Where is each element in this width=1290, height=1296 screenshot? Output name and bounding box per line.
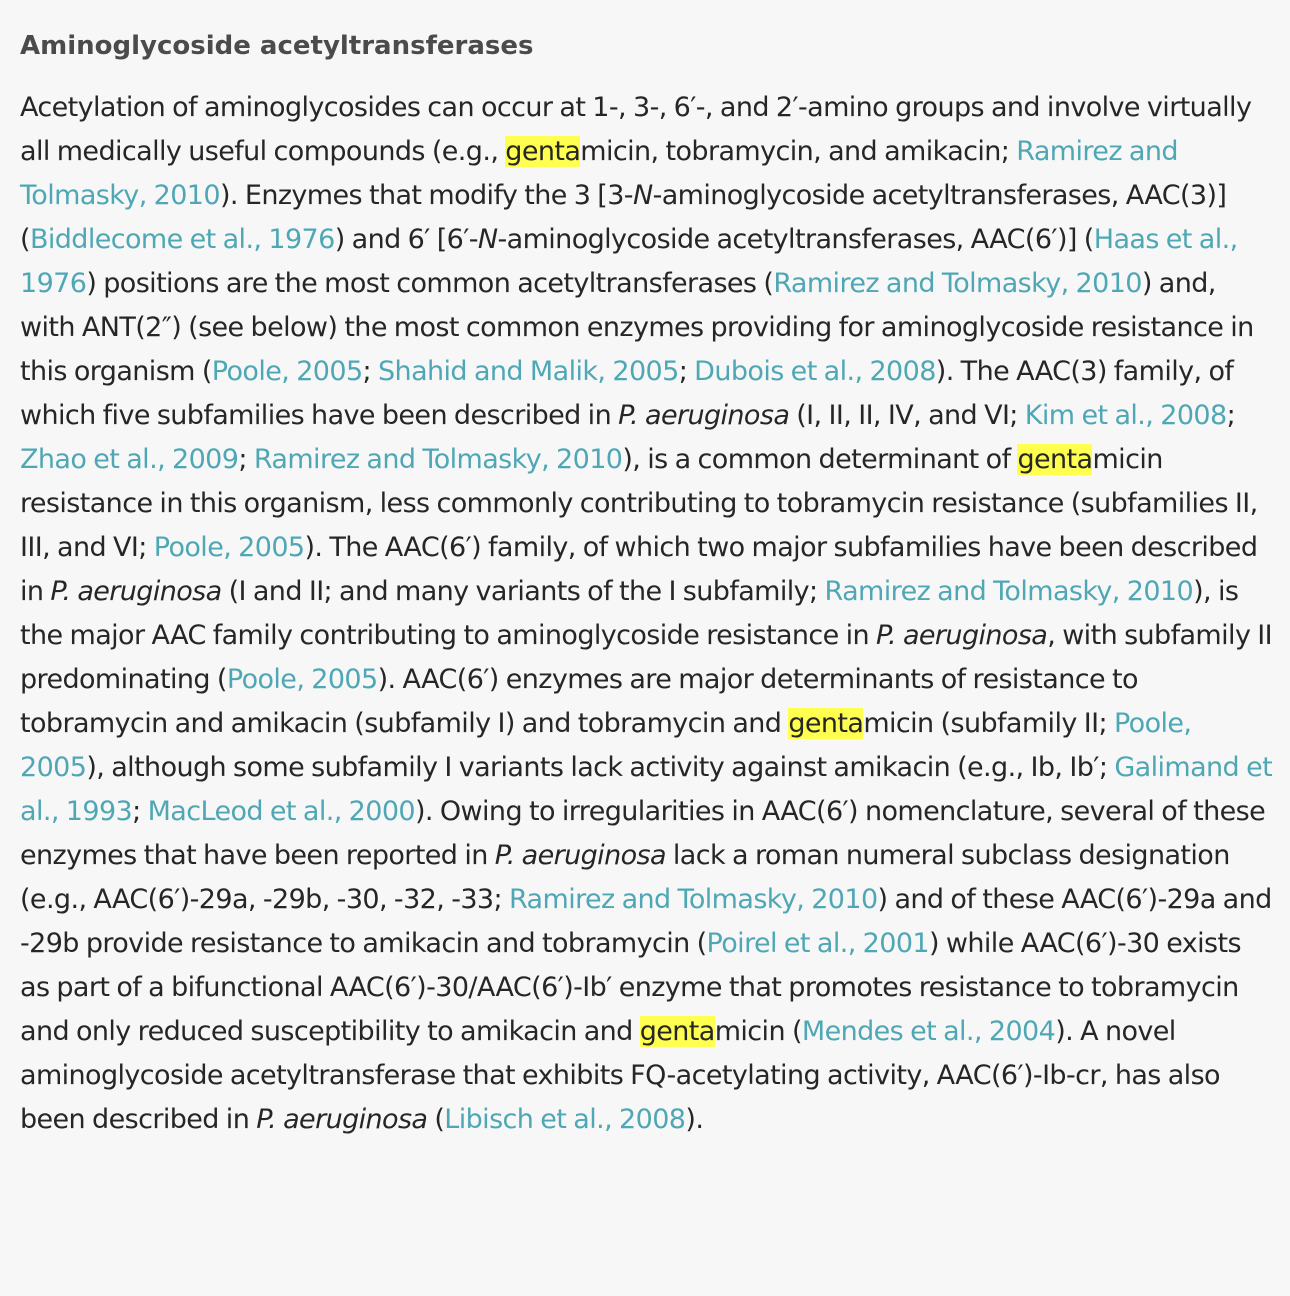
citation-link[interactable]: Poole, 2005: [226, 663, 378, 695]
citation-link[interactable]: MacLeod et al., 2000: [147, 795, 415, 827]
body-text: -aminoglycoside acetyltransferases, AAC(3)] (: [20, 179, 1227, 255]
citation-link[interactable]: Ramirez and Tolmasky, 2010: [253, 443, 623, 475]
body-text: ) and of these AAC(6′)-29a and -29b provide resistance to amikacin and tobramycin (: [20, 883, 1272, 959]
body-text: ). A novel aminoglycoside acetyltransferase that exhibits FQ-acetylating activity, AAC(6′)-Ib-cr, has also been described in: [20, 1015, 1220, 1135]
citation-link[interactable]: Ramirez and Tolmasky, 2010: [773, 267, 1142, 299]
body-text: ). AAC(6′) enzymes are major determinants of resistance to tobramycin and amikacin (subfamily I) and tobramycin and: [20, 663, 1138, 739]
search-highlight: genta: [1017, 443, 1093, 475]
citation-link[interactable]: Poirel et al., 2001: [706, 927, 929, 959]
body-text: ) and 6′ [6′-: [334, 223, 478, 255]
citation-link[interactable]: Biddlecome et al., 1976: [29, 223, 335, 255]
italic-term: P. aeruginosa: [256, 1103, 428, 1135]
body-text: ) and, with ANT(2″) (see below) the most common enzymes providing for aminoglycoside resistance in this organism (: [20, 267, 1254, 387]
citation-link[interactable]: Poole, 2005: [211, 355, 363, 387]
citation-link[interactable]: Haas et al., 1976: [20, 223, 1238, 299]
body-text: micin, tobramycin, and amikacin;: [580, 135, 1017, 167]
citation-link[interactable]: Ramirez and Tolmasky, 2010: [824, 575, 1194, 607]
citation-link[interactable]: Zhao et al., 2009: [20, 443, 239, 475]
italic-term: P. aeruginosa: [876, 619, 1048, 651]
citation-link[interactable]: Galimand et al., 1993: [20, 751, 1273, 827]
search-highlight: genta: [639, 1015, 715, 1047]
citation-link[interactable]: Poole, 2005: [20, 707, 1192, 783]
body-text: micin resistance in this organism, less commonly contributing to tobramycin resistance (subfamilies II, III, and VI;: [20, 443, 1258, 563]
body-text: (I and II; and many variants of the I subfamily;: [221, 575, 825, 607]
italic-term: P. aeruginosa: [50, 575, 222, 607]
citation-link[interactable]: Libisch et al., 2008: [444, 1103, 686, 1135]
citation-link[interactable]: Ramirez and Tolmasky, 2010: [508, 883, 878, 915]
body-text: (: [427, 1103, 445, 1135]
body-text: ). The AAC(3) family, of which five subfamilies have been described in: [20, 355, 1234, 431]
italic-term: P. aeruginosa: [494, 839, 666, 871]
body-text: ) positions are the most common acetyltransferases (: [86, 267, 774, 299]
body-text: ) while AAC(6′)-30 exists as part of a bifunctional AAC(6′)-30/AAC(6′)-Ib′ enzyme that promotes resistance to tobramycin and only reduced susceptibility to amikacin and: [20, 927, 1241, 1047]
body-text: lack a roman numeral subclass designation (e.g., AAC(6′)-29a, -29b, -30, -32, -33;: [20, 839, 1230, 915]
body-text: ).: [685, 1103, 704, 1135]
body-text: ). The AAC(6′) family, of which two major subfamilies have been described in: [20, 531, 1258, 607]
section-heading: Aminoglycoside acetyltransferases: [20, 31, 534, 61]
body-text: ;: [132, 795, 148, 827]
citation-link[interactable]: Shahid and Malik, 2005: [378, 355, 679, 387]
body-text: ). Owing to irregularities in AAC(6′) nomenclature, several of these enzymes that have been reported in: [20, 795, 1266, 871]
body-text: ;: [362, 355, 379, 387]
citation-link[interactable]: Mendes et al., 2004: [801, 1015, 1056, 1047]
body-text: ), is a common determinant of: [622, 443, 1018, 475]
body-text: Acetylation of aminoglycosides can occur at 1-, 3-, 6′-, and 2′-amino groups and involve virtually all medically useful compounds (e.g.,: [20, 91, 1252, 167]
citation-link[interactable]: Dubois et al., 2008: [694, 355, 936, 387]
citation-link[interactable]: Poole, 2005: [153, 531, 305, 563]
body-text: ). Enzymes that modify the 3 [3-: [219, 179, 633, 211]
italic-term: P. aeruginosa: [618, 399, 790, 431]
body-text: ;: [1226, 399, 1236, 431]
body-text: , with subfamily II predominating (: [20, 619, 1273, 695]
body-text: micin (: [714, 1015, 802, 1047]
search-highlight: genta: [788, 707, 864, 739]
body-text: (I, II, II, IV, and VI;: [789, 399, 1025, 431]
body-text: ), although some subfamily I variants lack activity against amikacin (e.g., Ib, Ib′;: [86, 751, 1115, 783]
body-text: ;: [678, 355, 695, 387]
italic-term: N: [632, 179, 653, 211]
body-text: micin (subfamily II;: [863, 707, 1114, 739]
citation-link[interactable]: Kim et al., 2008: [1024, 399, 1227, 431]
search-highlight: genta: [505, 135, 581, 167]
body-text: ), is the major AAC family contributing to aminoglycoside resistance in: [20, 575, 1239, 651]
body-text: -aminoglycoside acetyltransferases, AAC(6′)] (: [497, 223, 1094, 255]
italic-term: N: [477, 223, 498, 255]
body-text: ;: [238, 443, 254, 475]
citation-link[interactable]: Ramirez and Tolmasky, 2010: [20, 135, 1178, 211]
section-paragraph: [20, 86, 1274, 1142]
